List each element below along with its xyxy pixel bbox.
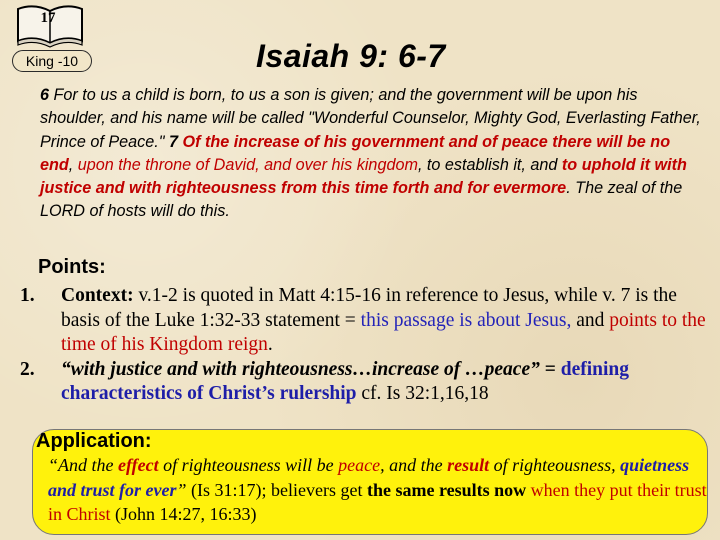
point-number: 1.	[20, 285, 35, 306]
application-heading: Application:	[36, 430, 152, 452]
app-same-results: the same results now	[366, 479, 527, 500]
application-text	[48, 453, 714, 527]
verse-7-middle: , to establish it, and	[417, 155, 558, 174]
app-effect: effect	[118, 455, 159, 475]
app-quote-open: “And the	[48, 455, 114, 475]
app-and-the: , and the	[380, 455, 443, 475]
point-2-equals: =	[544, 358, 556, 380]
verse-6-text: For to us a child is born, to us a son is given; and the government will be upon his shoulder, and his name will be called "Wonderful Counselor, Mighty God, Everlasting Father, Prince of Peace."	[40, 86, 701, 151]
point-1-red-phrase: points to the time of his Kingdom reign	[61, 309, 706, 356]
point-1-end: .	[267, 334, 273, 356]
verse-7-emphasis-2: to uphold it with justice and with righteousness from this time forth and for evermore	[40, 155, 687, 198]
points-list	[20, 284, 712, 407]
slide-number: 17	[40, 10, 56, 26]
point-2-ref: cf. Is 32:1,16,18	[361, 383, 489, 405]
point-1-text: v.1-2 is quoted in Matt 4:15-16 in reference to Jesus, while v. 7 is the basis of the Luke 1:32-33 statement =	[61, 285, 677, 331]
points-heading: Points:	[38, 256, 106, 278]
scripture-passage	[40, 84, 705, 224]
point-2	[20, 358, 712, 407]
point-2-blue-phrase: defining characteristics of Christ’s rulership	[61, 358, 630, 405]
app-of-righteousness-2: of righteousness,	[493, 455, 616, 475]
verse-number-7: 7	[169, 132, 179, 151]
app-quote-close: ”	[176, 479, 187, 500]
app-ref: (Is 31:17); believers get	[191, 479, 363, 500]
point-1	[20, 284, 712, 358]
app-result: result	[447, 455, 490, 475]
point-number: 2.	[20, 358, 35, 380]
page-title: Isaiah 9: 6-7	[256, 38, 446, 74]
point-2-quote: “with justice and with righteousness…increase of …peace”	[61, 358, 540, 380]
verse-number-6: 6	[40, 86, 50, 104]
app-quietness: quietness and trust for ever	[48, 455, 690, 500]
app-when: when they put their trust in Christ	[48, 479, 707, 524]
point-1-lead: Context:	[61, 285, 134, 306]
point-1-and: and	[576, 309, 605, 331]
app-john-ref: (John 14:27, 16:33)	[115, 504, 257, 524]
series-badge: King -10	[12, 50, 92, 72]
verse-7-emphasis-1: Of the increase of his government and of peace there will be no end	[40, 132, 671, 174]
app-of-righteousness: of righteousness will be	[163, 455, 334, 475]
verse-7-comma: ,	[68, 155, 74, 174]
verse-7-end: . The zeal of the LORD of hosts will do this.	[40, 179, 683, 221]
verse-7-red-phrase: upon the throne of David, and over his kingdom	[77, 155, 418, 174]
app-peace: peace	[338, 455, 381, 475]
point-1-blue-phrase: this passage is about Jesus,	[360, 309, 572, 331]
